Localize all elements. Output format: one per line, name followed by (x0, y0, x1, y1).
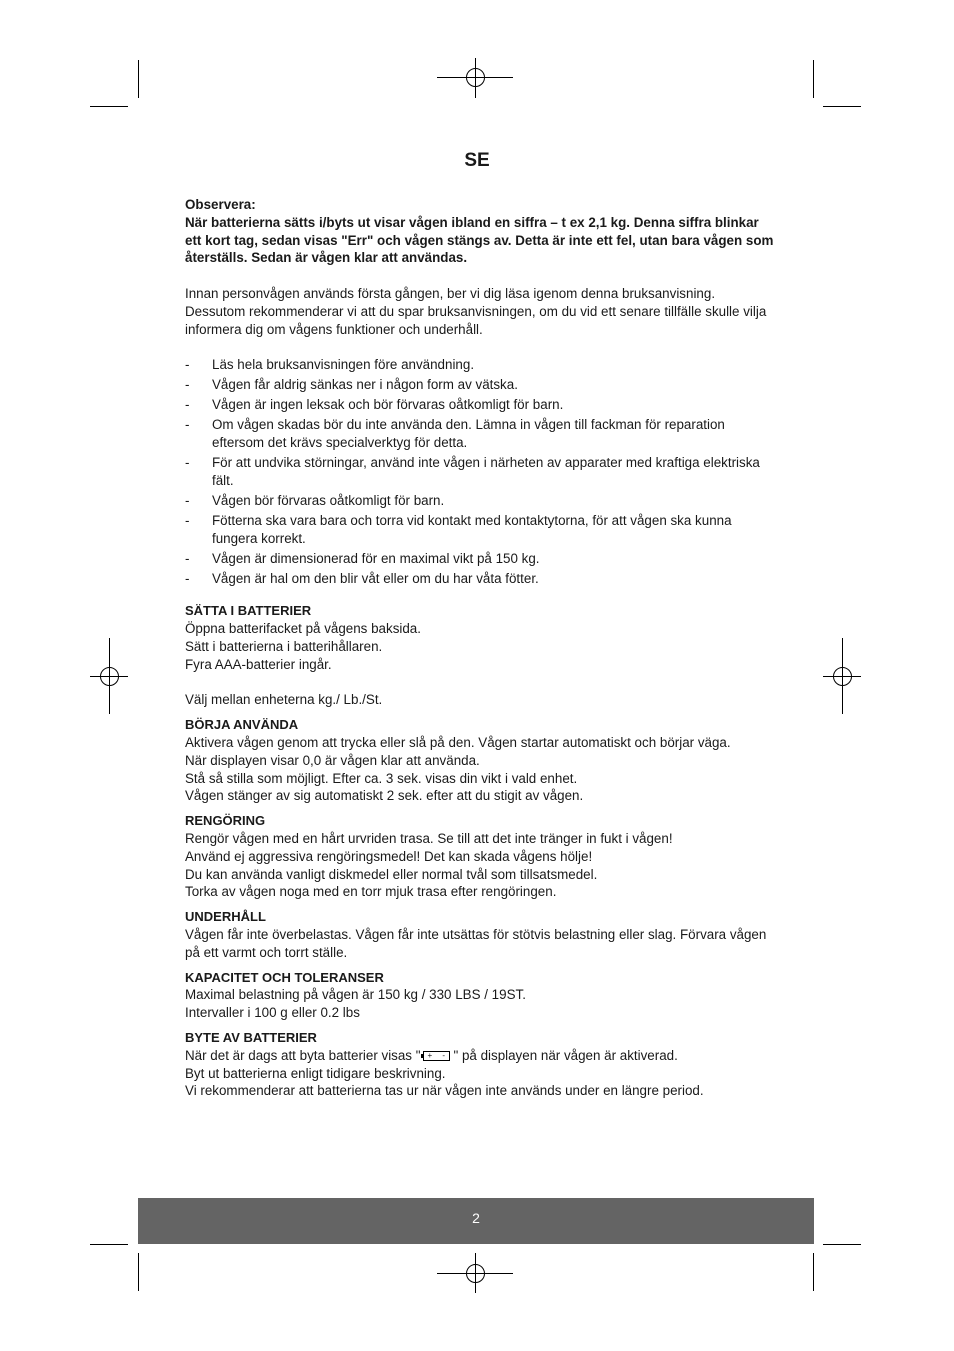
batteries-line: Öppna batterifacket på vågens baksida. (185, 621, 421, 637)
list-item: - Om vågen skadas bör du inte använda den. Lämna in vågen till fackman för reparation eftersom det krävs specialverktyg för detta. (185, 417, 725, 451)
capacity-line: Intervaller i 100 g eller 0.2 lbs (185, 1005, 360, 1021)
battery-change-line: Vi rekommenderar att batterierna tas ur när vågen inte används under en längre period. (185, 1083, 704, 1099)
list-item: - Vågen är ingen leksak och bör förvaras oåtkomligt för barn. (185, 397, 564, 413)
cleaning-line: Torka av vågen noga med en torr mjuk trasa efter rengöringen. (185, 884, 557, 900)
cleaning-line: Använd ej aggressiva rengöringsmedel! Det kan skada vågens hölje! (185, 848, 593, 864)
crop-mark-bottom-right-h (823, 1244, 861, 1245)
list-item: - Fötterna ska vara bara och torra vid kontakt med kontaktytorna, för att vågen ska kunna fungera korrekt. (185, 513, 732, 547)
crop-mark-top-right-v (813, 60, 814, 98)
capacity-line: Maximal belastning på vågen är 150 kg / 330 LBS / 19ST. (185, 987, 526, 1003)
crop-mark-top-right-h (823, 106, 861, 107)
start-line: Vågen stänger av sig automatiskt 2 sek. efter att du stigit av vågen. (185, 788, 584, 804)
list-item: - För att undvika störningar, använd inte vågen i närheten av apparater med kraftiga elektriska fält. (185, 455, 760, 489)
intro-paragraph: Innan personvågen används första gången, ber vi dig läsa igenom denna bruksanvisning. Dessutom rekommenderar vi att du spar bruksanvisningen, om du vid ett senare tillfälle skulle vilja informera dig om vågens funktioner och underhåll. (185, 285, 767, 337)
note-text: När batterierna sätts i/byts ut visar vågen ibland en siffra – t ex 2,1 kg. Denna siffra blinkar ett kort tag, sedan visas "Err" och vågen stängs av. Detta är inte ett fel, utan bara vågen som återställs. Sedan är vågen klar att användas. (185, 214, 774, 266)
note-label: Observera: (185, 197, 256, 212)
list-item: - Vågen bör förvaras oåtkomligt för barn. (185, 493, 445, 509)
maintenance-text: Vågen får inte överbelastas. Vågen får inte utsättas för stötvis belastning eller slag. Förvara vågen på ett varmt och torrt ställe. (185, 926, 767, 960)
language-heading: SE (464, 150, 490, 171)
section-heading-maintenance: UNDERHÅLL (185, 909, 266, 925)
batteries-line: Sätt i batterierna i batterihållaren. (185, 639, 383, 654)
battery-symbol: + - (427, 1050, 450, 1060)
section-heading-cleaning: RENGÖRING (185, 813, 266, 829)
batteries-units-line: Välj mellan enheterna kg./ Lb./St. (185, 692, 383, 708)
battery-change-line: Byt ut batterierna enligt tidigare beskrivning. (185, 1065, 446, 1081)
crop-mark-top-left-v (138, 60, 139, 98)
footer-bar (138, 1198, 814, 1244)
batteries-line: Fyra AAA-batterier ingår. (185, 656, 332, 672)
cleaning-line: Du kan använda vanligt diskmedel eller normal tvål som tillsatsmedel. (185, 866, 598, 882)
battery-change-line: När det är dags att byta batterier visas " + - " på displayen när vågen är aktiverad. (185, 1047, 678, 1063)
list-item: - Läs hela bruksanvisningen före användning. (185, 357, 475, 373)
safety-list (185, 356, 775, 588)
crop-mark-bottom-left-v (138, 1253, 139, 1291)
start-line: Stå så stilla som möjligt. Efter ca. 3 sek. visas din vikt i vald enhet. (185, 770, 578, 786)
list-item: - Vågen är hal om den blir våt eller om du har våta fötter. (185, 571, 539, 587)
battery-icon (423, 1051, 450, 1061)
page-number: 2 (472, 1210, 480, 1226)
section-heading-batteries: SÄTTA I BATTERIER (185, 603, 312, 619)
start-line: När displayen visar 0,0 är vågen klar att använda. (185, 752, 480, 768)
start-line: Aktivera vågen genom att trycka eller slå på den. Vågen startar automatiskt och börjar väga. (185, 734, 731, 750)
list-item: - Vågen är dimensionerad för en maximal vikt på 150 kg. (185, 551, 540, 567)
section-heading-start: BÖRJA ANVÄNDA (185, 717, 299, 733)
cleaning-line: Rengör vågen med en hårt urvriden trasa. Se till att det inte tränger in fukt i vågen! (185, 830, 673, 846)
list-item: - Vågen får aldrig sänkas ner i någon form av vätska. (185, 377, 518, 393)
manual-content (185, 196, 775, 1100)
crop-mark-bottom-right-v (813, 1253, 814, 1291)
crop-mark-top-left-h (90, 106, 128, 107)
section-heading-battery-change: BYTE AV BATTERIER (185, 1029, 317, 1045)
crop-mark-bottom-left-h (90, 1244, 128, 1245)
section-heading-capacity: KAPACITET OCH TOLERANSER (185, 969, 384, 985)
